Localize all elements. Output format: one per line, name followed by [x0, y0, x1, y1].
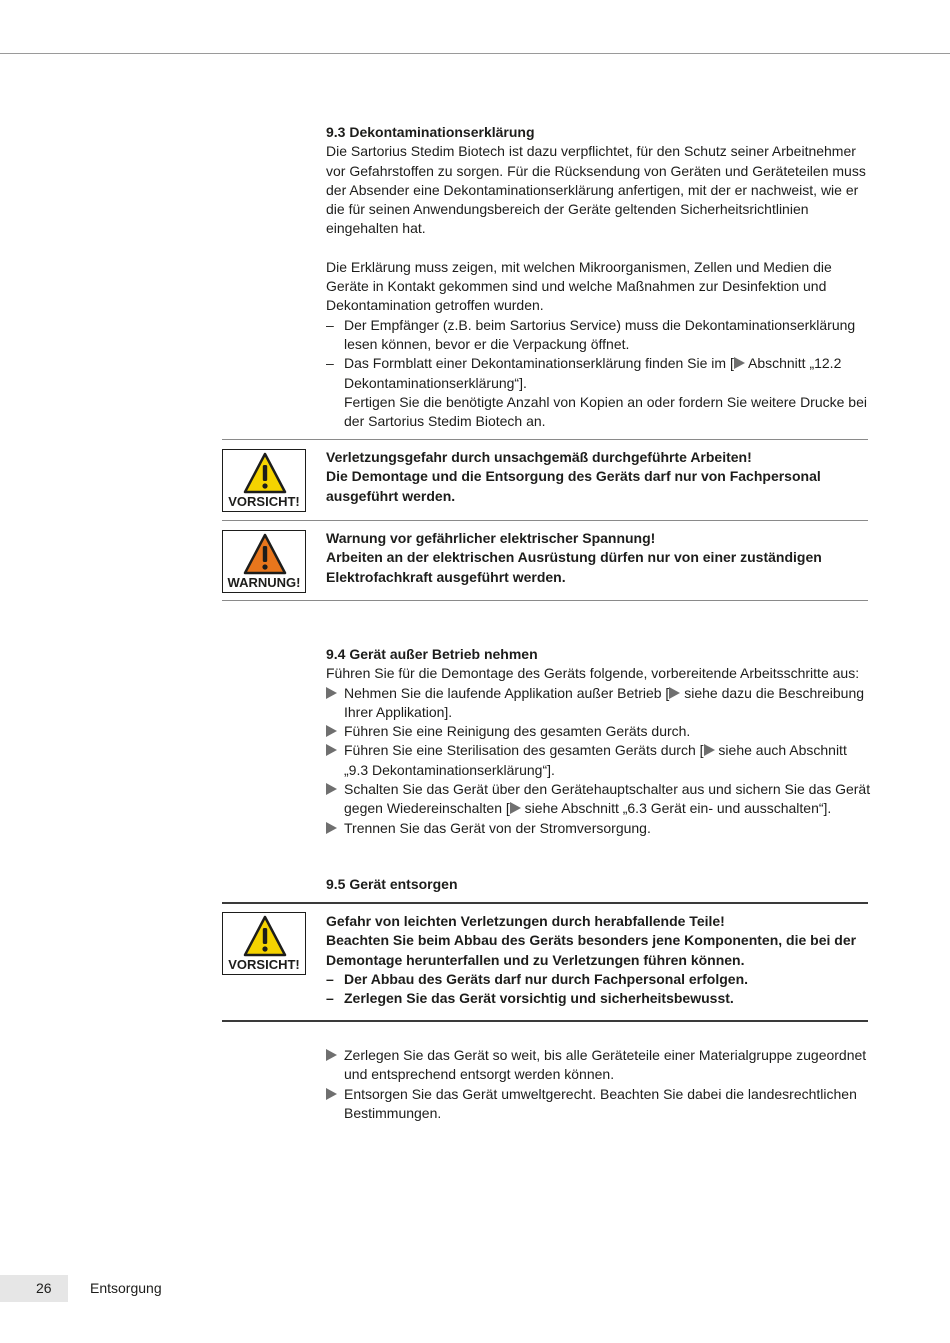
caution-title: Gefahr von leichten Verletzungen durch herabfallende Teile! [326, 913, 725, 929]
link-reference[interactable]: Abschnitt „12.2 Dekontaminationserklärung“]. [344, 355, 842, 391]
step-arrow-icon [326, 1088, 337, 1100]
warning-box [222, 530, 306, 593]
list-item-text: Fertigen Sie die benötigte Anzahl von Kopien an oder fordern Sie weitere Drucke bei der Sartorius Stedim Biotech an. [344, 393, 867, 430]
caution-text [326, 912, 866, 1008]
step-item [326, 684, 871, 723]
link-reference[interactable]: siehe Abschnitt „6.3 Gerät ein- und ausschalten“]. [520, 800, 832, 817]
section-heading: 9.5 Gerät entsorgen [326, 876, 458, 892]
caution-box [222, 449, 306, 512]
caution-body: Beachten Sie beim Abbau des Geräts besonders jene Komponenten, die bei der Demontage herunterfallen und zu Verletzungen führen können. [326, 932, 857, 968]
step-item [326, 1046, 871, 1085]
step-arrow-icon [326, 687, 337, 699]
dash-marker: – [326, 355, 334, 372]
step-item [326, 722, 871, 741]
divider [222, 520, 868, 521]
section-9-4 [326, 645, 871, 838]
dash-marker: – [326, 970, 334, 987]
caution-text [326, 448, 866, 506]
arrow-icon [669, 687, 680, 699]
divider [222, 902, 868, 904]
arrow-icon [704, 744, 715, 756]
warning-triangle-yellow-icon [243, 452, 287, 494]
section-9-5-steps [326, 1046, 871, 1123]
warning-label: WARNUNG! [227, 575, 301, 590]
step-item [326, 1085, 871, 1124]
caution-label: VORSICHT! [228, 494, 300, 509]
divider [222, 439, 868, 440]
dash-marker: – [326, 990, 334, 1007]
step-item [326, 741, 871, 780]
warning-title: Warnung vor gefährlicher elektrischer Spannung! [326, 530, 656, 546]
step-text: Führen Sie eine Reinigung des gesamten Geräts durch. [344, 723, 691, 740]
warning-text [326, 529, 866, 587]
caution-box [222, 912, 306, 975]
page-number-box [0, 1275, 68, 1302]
step-item [326, 780, 871, 819]
divider [222, 600, 868, 601]
caution-body: Die Demontage und die Entsorgung des Geräts darf nur von Fachpersonal ausgeführt werden. [326, 468, 821, 504]
arrow-icon [510, 802, 521, 814]
arrow-icon [734, 357, 745, 369]
header-rule [0, 53, 950, 54]
link-reference[interactable]: siehe auch Abschnitt „9.3 Dekontaminationserklärung“]. [344, 742, 847, 778]
step-arrow-icon [326, 783, 337, 795]
paragraph: Die Sartorius Stedim Biotech ist dazu verpflichtet, für den Schutz seiner Arbeitnehmer vor Gefahrstoffen zu sorgen. Für die Rücksendung von Geräten und Geräteteilen muss der Absender eine Dekontaminationserklärung anfertigen, mit der er nachweist, wie er die für seinen Anwendungsbereich der Geräte geltenden Sicherheitsrichtlinien eingehalten hat. [326, 143, 866, 237]
step-text: Trennen Sie das Gerät von der Stromversorgung. [344, 819, 651, 836]
step-arrow-icon [326, 725, 337, 737]
step-text: Schalten Sie das Gerät über den Gerätehauptschalter aus und sichern Sie das Gerät gegen Wiedereinschalten [ [344, 781, 871, 817]
caution-label: VORSICHT! [228, 957, 300, 972]
step-text: Zerlegen Sie das Gerät so weit, bis alle Geräteteile einer Materialgruppe zugeordnet und entsprechend entsorgt werden können. [344, 1047, 867, 1083]
step-item [326, 819, 871, 838]
list-item [326, 316, 871, 355]
step-arrow-icon [326, 1049, 337, 1061]
step-arrow-icon [326, 822, 337, 834]
step-text: Führen Sie eine Sterilisation des gesamten Geräts durch [ [344, 742, 704, 759]
caution-bullet-text: Der Abbau des Geräts darf nur durch Fachpersonal erfolgen. [344, 970, 749, 987]
page-number: 26 [36, 1280, 52, 1296]
section-9-3 [326, 123, 871, 431]
caution-bullet-text: Zerlegen Sie das Gerät vorsichtig und sicherheitsbewusst. [344, 990, 734, 1007]
list-item [326, 354, 871, 431]
warning-body: Arbeiten an der elektrischen Ausrüstung dürfen nur von einer zuständigen Elektrofachkraft ausgeführt werden. [326, 549, 822, 585]
paragraph: Führen Sie für die Demontage des Geräts folgende, vorbereitende Arbeitsschritte aus: [326, 665, 860, 682]
list-item-text: Das Formblatt einer Dekontaminationserklärung finden Sie im [ [344, 355, 734, 372]
step-text: Nehmen Sie die laufende Applikation außer Betrieb [ [344, 684, 670, 701]
warning-triangle-orange-icon [243, 533, 287, 575]
paragraph: Die Erklärung muss zeigen, mit welchen Mikroorganismen, Zellen und Medien die Geräte in Kontakt gekommen sind und welche Maßnahmen zur Desinfektion und Dekontamination getroffen wurden. [326, 258, 832, 314]
step-text: Entsorgen Sie das Gerät umweltgerecht. Beachten Sie dabei die landesrechtlichen Bestimmungen. [344, 1085, 857, 1121]
caution-title: Verletzungsgefahr durch unsachgemäß durchgeführte Arbeiten! [326, 449, 752, 465]
list-item-text: Der Empfänger (z.B. beim Sartorius Service) muss die Dekontaminationserklärung lesen können, bevor er die Verpackung öffnet. [344, 316, 856, 352]
caution-bullet [326, 989, 866, 1008]
warning-triangle-yellow-icon [243, 915, 287, 957]
section-heading: 9.3 Dekontaminationserklärung [326, 124, 535, 140]
divider [222, 1020, 868, 1022]
section-heading: 9.4 Gerät außer Betrieb nehmen [326, 646, 538, 662]
footer-section-title: Entsorgung [90, 1280, 162, 1296]
dash-marker: – [326, 316, 334, 333]
step-arrow-icon [326, 744, 337, 756]
caution-bullet [326, 970, 866, 989]
link-reference[interactable]: siehe dazu die Beschreibung Ihrer Applikation]. [344, 684, 865, 720]
